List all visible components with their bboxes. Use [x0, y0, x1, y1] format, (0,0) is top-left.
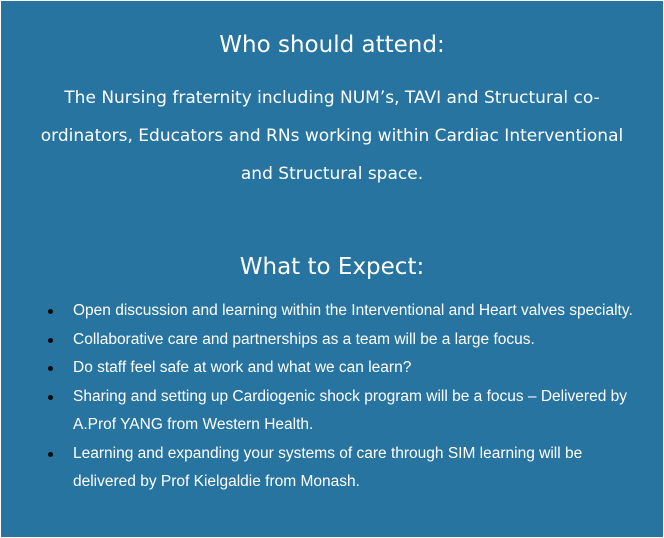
list-item: [1, 440, 663, 497]
list-item: [1, 297, 663, 326]
who-should-attend-text: The Nursing fraternity including NUM’s, TAVI and Structural co-ordinators, Educators and RNs working within Cardiac Interventional and Structural space.: [40, 88, 624, 184]
bullet-icon: [48, 309, 53, 314]
list-item-text: Collaborative care and partnerships as a team will be a large focus.: [73, 330, 535, 348]
what-to-expect-heading: What to Expect:: [239, 254, 425, 280]
bullet-icon: [48, 395, 53, 400]
bullet-icon: [48, 366, 53, 371]
bullet-icon: [48, 338, 53, 343]
list-item: [1, 354, 663, 383]
who-should-attend-heading: Who should attend:: [219, 32, 445, 58]
list-item: [1, 383, 663, 440]
list-item-text: Open discussion and learning within the Interventional and Heart valves specialty.: [73, 302, 633, 319]
list-item-text: Sharing and setting up Cardiogenic shock program will be a focus – Delivered by A.Prof YANG from Western Health.: [73, 387, 627, 433]
bullet-icon: [48, 452, 53, 457]
list-item-text: Do staff feel safe at work and what we can learn?: [73, 359, 412, 376]
what-to-expect-list: [1, 297, 663, 497]
list-item-text: Learning and expanding your systems of care through SIM learning will be delivered by Prof Kielgaldie from Monash.: [73, 444, 583, 490]
info-panel: [1, 1, 663, 537]
list-item: [1, 326, 663, 355]
